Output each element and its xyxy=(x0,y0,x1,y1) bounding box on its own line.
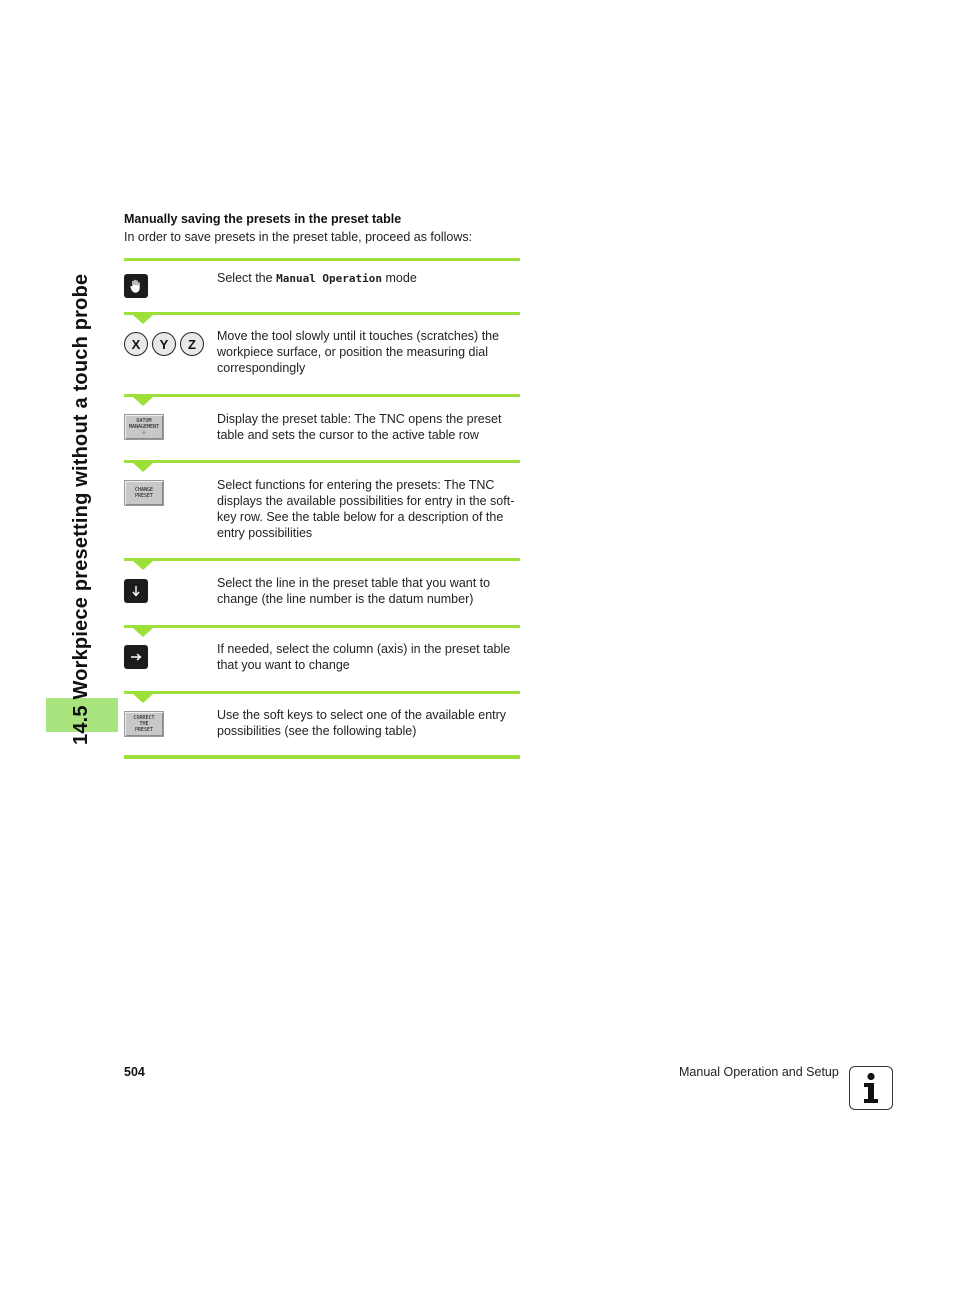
table-end-rule xyxy=(124,755,520,759)
step-arrow-icon xyxy=(133,463,153,472)
manual-operation-code: Manual Operation xyxy=(276,272,383,285)
datum-management-softkey[interactable]: DATUM MANAGEMENT ⊹ xyxy=(124,414,164,440)
step-arrow-icon xyxy=(133,315,153,324)
step-1-text: Select the Manual Operation mode xyxy=(217,271,417,285)
step-divider xyxy=(124,460,520,463)
step-6-text: If needed, select the column (axis) in the preset table that you want to change xyxy=(217,642,511,672)
arrow-down-icon[interactable] xyxy=(124,579,148,603)
x-axis-key[interactable]: X xyxy=(124,332,148,356)
step-4-text: Select functions for entering the presets: The TNC displays the available possibilities for entry in the soft-key row. See the table below for a description of the entry possibilities xyxy=(217,478,515,540)
arrow-right-icon[interactable] xyxy=(124,645,148,669)
step-3-text: Display the preset table: The TNC opens the preset table and sets the cursor to the active table row xyxy=(217,412,502,442)
step-arrow-icon xyxy=(133,561,153,570)
step-divider xyxy=(124,394,520,397)
step-arrow-icon xyxy=(133,694,153,703)
step-divider xyxy=(124,258,520,261)
correct-preset-softkey[interactable]: CORRECT THE PRESET xyxy=(124,711,164,737)
step-divider xyxy=(124,312,520,315)
manual-operation-hand-icon[interactable] xyxy=(124,274,148,298)
section-heading: Manually saving the presets in the preset table xyxy=(124,212,402,226)
step-arrow-icon xyxy=(133,628,153,637)
section-intro: In order to save presets in the preset table, proceed as follows: xyxy=(124,230,473,244)
info-icon xyxy=(849,1066,893,1110)
step-divider xyxy=(124,625,520,628)
z-axis-key[interactable]: Z xyxy=(180,332,204,356)
chapter-side-title: 14.5 Workpiece presetting without a touch probe xyxy=(70,273,92,745)
step-divider xyxy=(124,558,520,561)
page-number: 504 xyxy=(124,1065,145,1079)
change-preset-softkey[interactable]: CHANGE PRESET xyxy=(124,480,164,506)
step-5-text: Select the line in the preset table that you want to change (the line number is the datum number) xyxy=(217,576,491,606)
step-arrow-icon xyxy=(133,397,153,406)
step-2-text: Move the tool slowly until it touches (scratches) the workpiece surface, or position the measuring dial correspondingly xyxy=(217,329,500,375)
y-axis-key[interactable]: Y xyxy=(152,332,176,356)
step-divider xyxy=(124,691,520,694)
step-7-text: Use the soft keys to select one of the available entry possibilities (see the following table) xyxy=(217,708,507,738)
footer-chapter-title: Manual Operation and Setup xyxy=(679,1065,839,1079)
